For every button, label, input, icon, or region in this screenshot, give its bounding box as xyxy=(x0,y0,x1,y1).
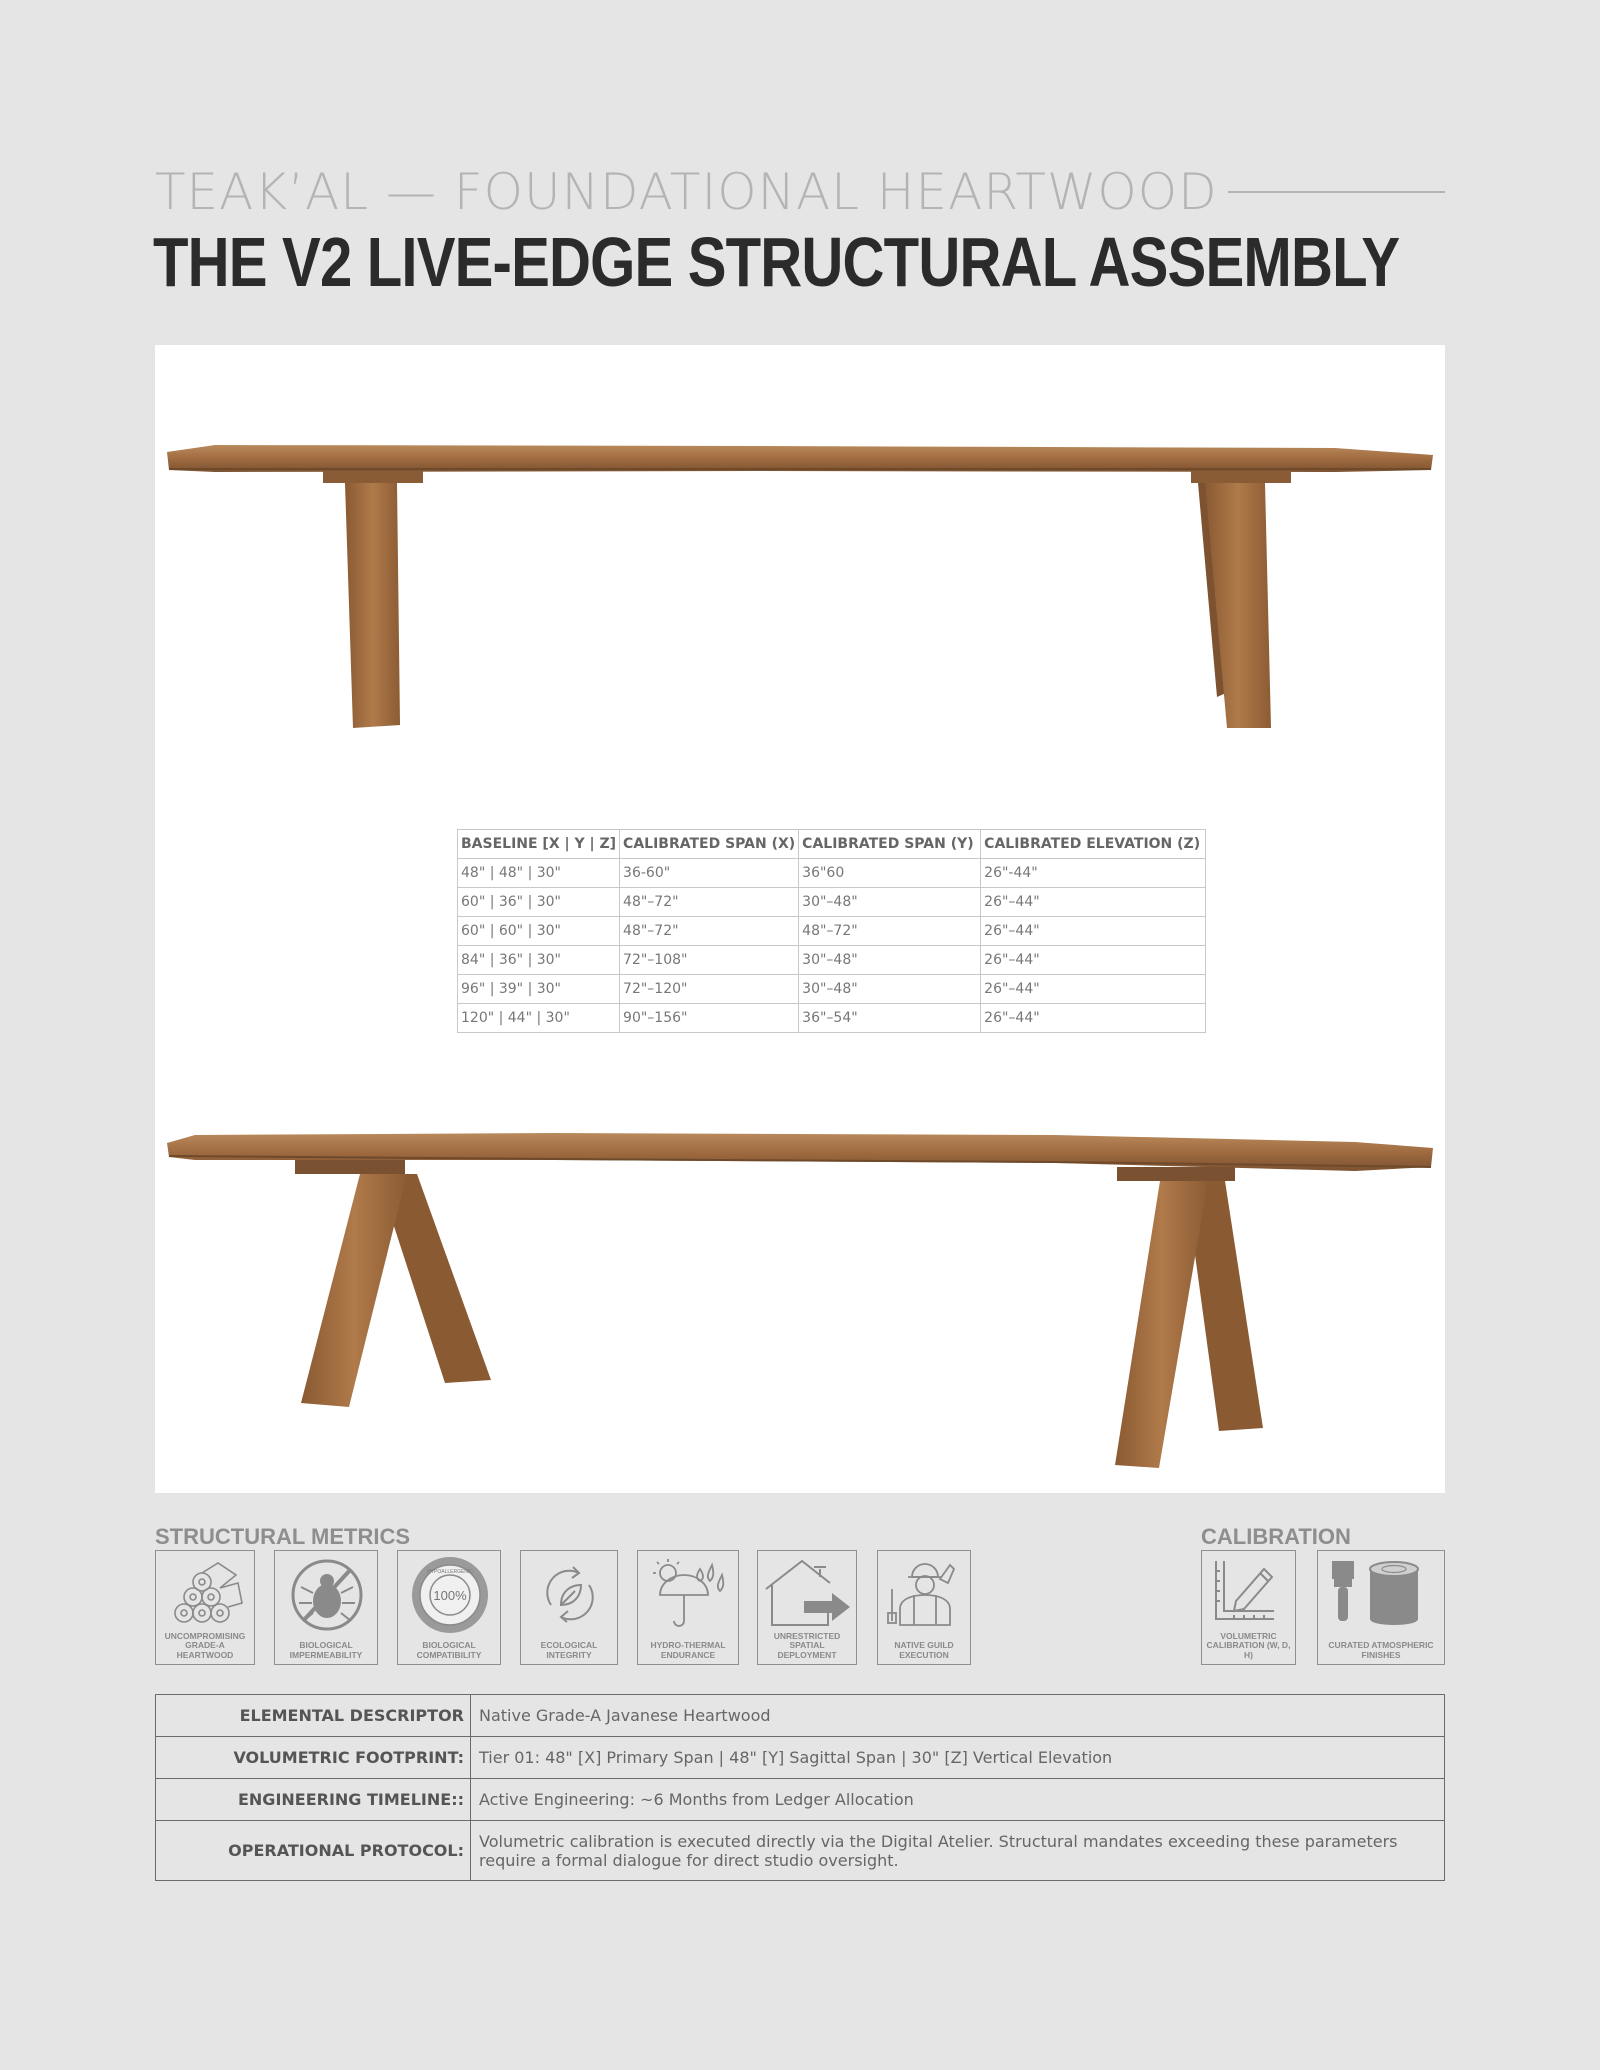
cell: 120" | 44" | 30" xyxy=(458,1004,620,1033)
apron-left xyxy=(323,471,423,483)
header-cell: CALIBRATED SPAN (X) xyxy=(620,830,799,859)
tabletop xyxy=(167,445,1433,472)
badge-ecological xyxy=(520,1550,618,1665)
badge-caption: BIOLOGICAL COMPATIBILITY xyxy=(416,1640,482,1660)
kicker-rule xyxy=(1228,191,1445,193)
kicker xyxy=(155,160,1445,224)
recycle-leaf-icon xyxy=(521,1555,619,1635)
table-angled-view xyxy=(167,1133,1433,1468)
calibration-label: CALIBRATION xyxy=(1201,1524,1351,1549)
brush-stump-icon xyxy=(1318,1555,1446,1635)
apron-left xyxy=(295,1160,405,1174)
dimension-table-header xyxy=(458,830,1206,859)
cell: 48"–72" xyxy=(620,917,799,946)
cell: 48"–72" xyxy=(799,917,981,946)
table-row xyxy=(458,1004,1206,1033)
badge-spatial xyxy=(757,1550,857,1665)
cell: 90"–156" xyxy=(620,1004,799,1033)
apron-right xyxy=(1117,1167,1235,1181)
sun-rain-umbrella-icon xyxy=(638,1555,740,1635)
cell: 26"–44" xyxy=(981,917,1206,946)
apron-right xyxy=(1191,471,1291,483)
spec-value: Active Engineering: ~6 Months from Ledger Allocation xyxy=(471,1779,1445,1821)
badge-heartwood xyxy=(155,1550,255,1665)
seal-text: 100% xyxy=(433,1588,467,1603)
spec-value: Native Grade-A Javanese Heartwood xyxy=(471,1695,1445,1737)
cell: 30"–48" xyxy=(799,975,981,1004)
badge-caption: BIOLOGICAL IMPERMEABILITY xyxy=(289,1640,363,1660)
cell: 48"–72" xyxy=(620,888,799,917)
table-side-view xyxy=(167,445,1433,728)
cell: 26"-44" xyxy=(981,859,1206,888)
cell: 26"–44" xyxy=(981,1004,1206,1033)
cell: 36"–54" xyxy=(799,1004,981,1033)
structural-metrics-label: STRUCTURAL METRICS xyxy=(155,1524,411,1549)
cell: 60" | 60" | 30" xyxy=(458,917,620,946)
leg-right-front xyxy=(1115,1181,1208,1468)
cell: 26"–44" xyxy=(981,946,1206,975)
badge-guild xyxy=(877,1550,971,1665)
spec-key: VOLUMETRIC FOOTPRINT: xyxy=(156,1737,471,1779)
header-cell: BASELINE [X | Y | Z] xyxy=(458,830,620,859)
spec-value: Tier 01: 48" [X] Primary Span | 48" [Y] Sagittal Span | 30" [Z] Vertical Elevation xyxy=(471,1737,1445,1779)
cell: 30"–48" xyxy=(799,888,981,917)
cell: 96" | 39" | 30" xyxy=(458,975,620,1004)
cell: 84" | 36" | 30" xyxy=(458,946,620,975)
badge-caption: VOLUMETRIC CALIBRATION (W, D, H) xyxy=(1206,1630,1291,1660)
house-arrow-icon xyxy=(758,1555,858,1635)
cell: 60" | 36" | 30" xyxy=(458,888,620,917)
badge-impermeability xyxy=(274,1550,378,1665)
page-title: THE V2 LIVE-EDGE STRUCTURAL ASSEMBLY xyxy=(153,223,1400,301)
kicker-text: TEAK’AL — FOUNDATIONAL HEARTWOOD xyxy=(155,163,1218,221)
spec-key: ENGINEERING TIMELINE:: xyxy=(156,1779,471,1821)
badge-caption: NATIVE GUILD EXECUTION xyxy=(894,1640,954,1660)
table-row xyxy=(458,975,1206,1004)
table-row xyxy=(458,888,1206,917)
badge-caption: UNCOMPROMISING GRADE-A HEARTWOOD xyxy=(164,1630,246,1660)
badge-compatibility xyxy=(397,1550,501,1665)
badge-finishes xyxy=(1317,1550,1445,1665)
cell: 72"–120" xyxy=(620,975,799,1004)
spec-key: ELEMENTAL DESCRIPTOR xyxy=(156,1695,471,1737)
cell: 26"–44" xyxy=(981,975,1206,1004)
table-row xyxy=(458,917,1206,946)
hypoallergenic-seal-icon xyxy=(398,1555,502,1637)
cell: 36"60 xyxy=(799,859,981,888)
cell: 36-60" xyxy=(620,859,799,888)
badge-hydrothermal xyxy=(637,1550,739,1665)
spec-value: Volumetric calibration is executed directly via the Digital Atelier. Structural mandates exceeding these parameters require a formal dialogue for direct studio oversight. xyxy=(471,1821,1445,1881)
ruler-pencil-icon xyxy=(1202,1555,1297,1635)
table-row xyxy=(458,859,1206,888)
cell: 26"–44" xyxy=(981,888,1206,917)
logs-icon xyxy=(156,1555,256,1635)
leg-left-front xyxy=(301,1174,407,1407)
dimension-table xyxy=(457,829,1206,1033)
spec-key: OPERATIONAL PROTOCOL: xyxy=(156,1821,471,1881)
badge-caption: UNRESTRICTED SPATIAL DEPLOYMENT xyxy=(773,1630,841,1660)
header-cell: CALIBRATED SPAN (Y) xyxy=(799,830,981,859)
badge-caption: HYDRO-THERMAL ENDURANCE xyxy=(650,1640,726,1660)
cell: 30"–48" xyxy=(799,946,981,975)
cell: 48" | 48" | 30" xyxy=(458,859,620,888)
cell: 72"–108" xyxy=(620,946,799,975)
spec-row xyxy=(156,1695,1445,1737)
craftsman-icon xyxy=(878,1555,972,1635)
header-cell: CALIBRATED ELEVATION (Z) xyxy=(981,830,1206,859)
seal-ring-text: HYPOALLERGENIC xyxy=(427,1569,473,1575)
spec-row xyxy=(156,1821,1445,1881)
table-row xyxy=(458,946,1206,975)
spec-row xyxy=(156,1737,1445,1779)
spec-row xyxy=(156,1779,1445,1821)
badge-caption: CURATED ATMOSPHERIC FINISHES xyxy=(1328,1640,1434,1660)
badge-volumetric-calibration xyxy=(1201,1550,1296,1665)
no-bug-icon xyxy=(275,1555,379,1635)
badge-caption: ECOLOGICAL INTEGRITY xyxy=(540,1640,598,1660)
leg-left-front xyxy=(345,483,400,728)
spec-sheet-table xyxy=(155,1694,1445,1881)
